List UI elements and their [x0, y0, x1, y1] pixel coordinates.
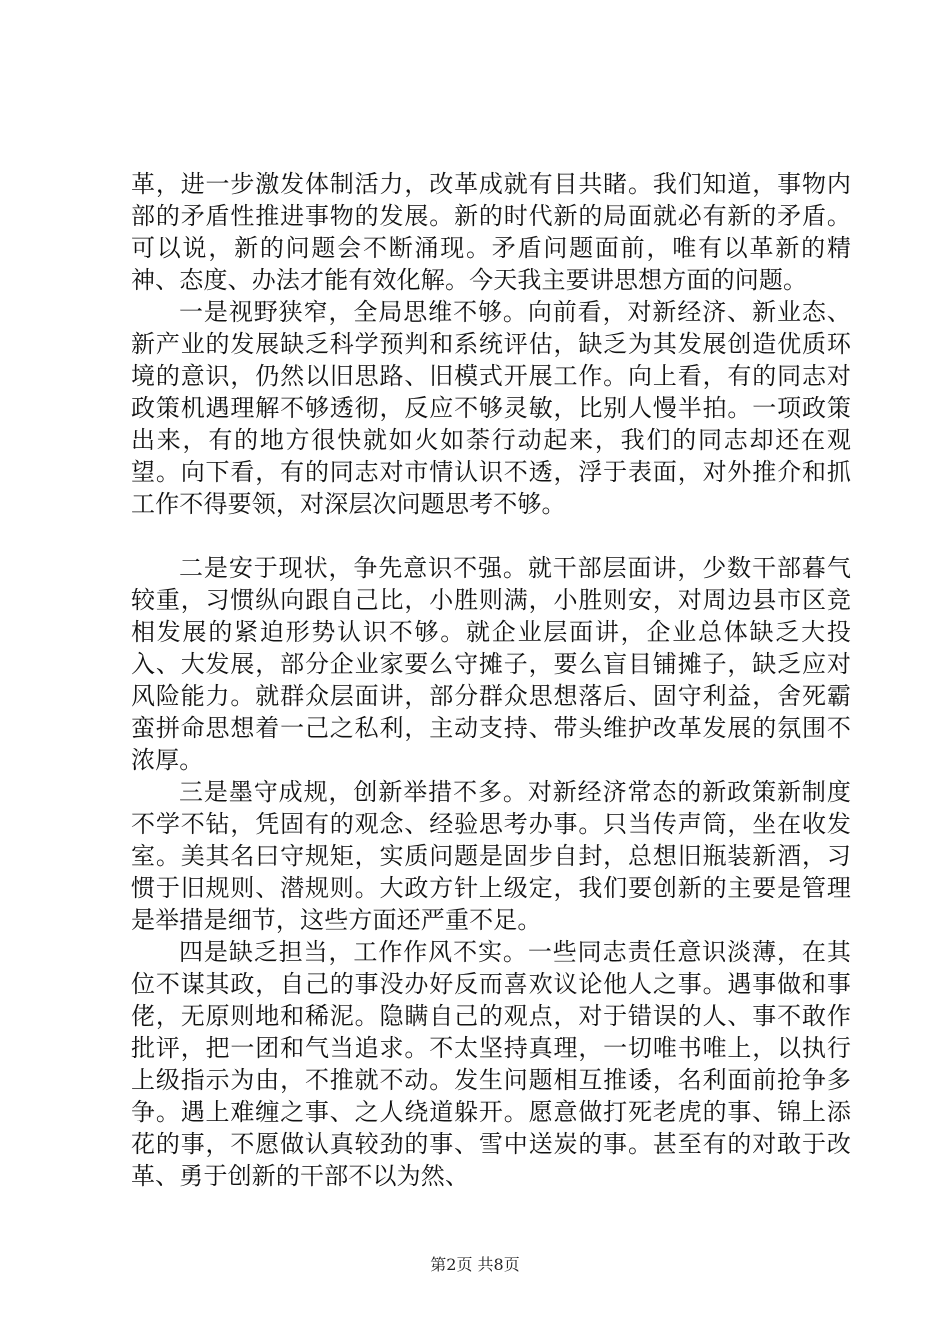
paragraph-point-two: 二是安于现状，争先意识不强。就干部层面讲，少数干部暮气较重，习惯纵向跟自己比，小胜则满，小胜则安，对周边县市区竞相发展的紧迫形势认识不够。就企业层面讲，企业总体缺乏大投入、大发展，部分企业家要么守摊子，要么盲目铺摊子，缺乏应对风险能力。就群众层面讲，部分群众思想落后、固守利益，舍死霸蛮拼命思想着一己之私利，主动支持、带头维护改革发展的氛围不浓厚。	[131, 554, 851, 774]
body-text	[131, 168, 851, 1192]
paragraph-point-four: 四是缺乏担当，工作作风不实。一些同志责任意识淡薄，在其位不谋其政，自己的事没办好反而喜欢议论他人之事。遇事做和事佬，无原则地和稀泥。隐瞒自己的观点，对于错误的人、事不敢作批评，把一团和气当追求。不太坚持真理，一切唯书唯上，以执行上级指示为由，不推就不动。发生问题相互推诿，名利面前抢争多争。遇上难缠之事、之人绕道躲开。愿意做打死老虎的事、锦上添花的事，不愿做认真较劲的事、雪中送炭的事。甚至有的对敢于改革、勇于创新的干部不以为然、	[131, 938, 851, 1190]
paragraph-point-three: 三是墨守成规，创新举措不多。对新经济常态的新政策新制度不学不钻，凭固有的观念、经验思考办事。只当传声筒，坐在收发室。美其名曰守规矩，实质问题是固步自封，总想旧瓶装新酒，习惯于旧规则、潜规则。大政方针上级定，我们要创新的主要是管理是举措是细节，这些方面还严重不足。	[131, 778, 851, 934]
paragraph-intro: 革，进一步激发体制活力，改革成就有目共睹。我们知道，事物内部的矛盾性推进事物的发展。新的时代新的局面就必有新的矛盾。可以说，新的问题会不断涌现。矛盾问题面前，唯有以革新的精神、态度、办法才能有效化解。今天我主要讲思想方面的问题。	[131, 170, 851, 294]
paragraph-point-one: 一是视野狭窄，全局思维不够。向前看，对新经济、新业态、新产业的发展缺乏科学预判和系统评估，缺乏为其发展创造优质环境的意识，仍然以旧思路、旧模式开展工作。向上看，有的同志对政策机遇理解不够透彻，反应不够灵敏，比别人慢半拍。一项政策出来，有的地方很快就如火如荼行动起来，我们的同志却还在观望。向下看，有的同志对市情认识不透，浮于表面，对外推介和抓工作不得要领，对深层次问题思考不够。	[131, 298, 851, 518]
page-number-footer: 第2页 共8页	[430, 1255, 520, 1274]
